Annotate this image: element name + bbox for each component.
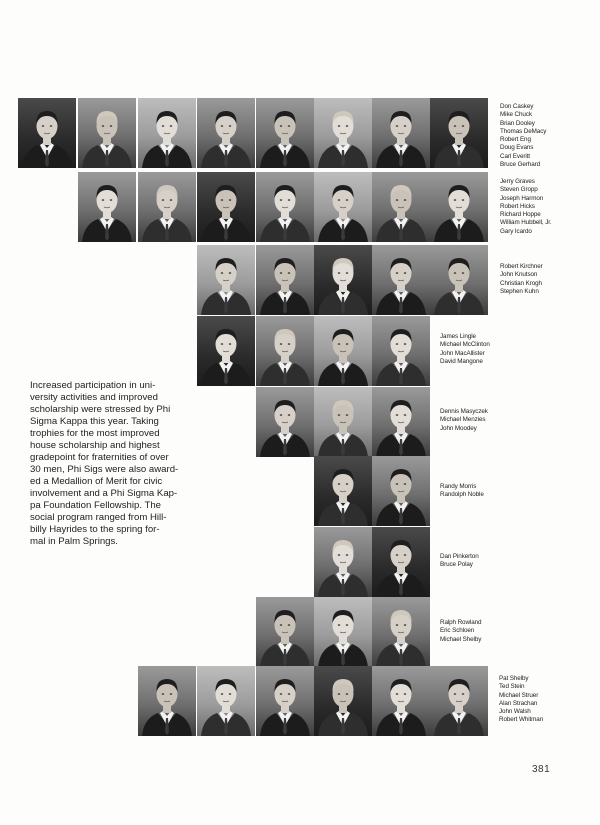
member-name: Bruce Gerhard <box>500 161 540 169</box>
description-line: pa Foundation Fellowship. The <box>30 500 162 511</box>
member-name: Ted Stein <box>499 683 525 691</box>
member-portrait <box>372 387 430 457</box>
description-line: gradepoint for fraternities of over <box>30 452 169 463</box>
member-portrait <box>372 245 430 315</box>
chapter-description <box>30 380 260 548</box>
member-portrait <box>430 98 488 168</box>
member-portrait <box>372 597 430 667</box>
description-line: house scholarship and highest <box>30 440 160 451</box>
member-name: Gary Icardo <box>500 227 532 235</box>
member-portrait <box>197 98 255 168</box>
member-portrait <box>430 666 488 736</box>
member-name: David Mangone <box>440 357 483 365</box>
member-name: Eric Schloen <box>440 627 475 635</box>
member-name: Joseph Harmon <box>500 194 544 202</box>
member-portrait <box>314 527 372 597</box>
description-line: 30 men, Phi Sigs were also award- <box>30 464 179 475</box>
member-name: Jerry Graves <box>500 178 535 185</box>
name-list-group-3 <box>500 263 543 296</box>
member-name: Mike Chuck <box>500 111 532 119</box>
member-portrait <box>314 316 372 386</box>
description-line: Increased participation in uni- <box>30 380 156 391</box>
member-name: Alan Strachan <box>499 699 538 707</box>
member-portrait <box>197 245 255 315</box>
member-portrait <box>256 316 314 386</box>
description-line: scholarship were stressed by Phi <box>30 404 171 415</box>
member-portrait <box>197 666 255 736</box>
member-portrait <box>78 98 136 168</box>
member-portrait <box>372 316 430 386</box>
member-name: Ralph Rowland <box>440 619 482 626</box>
member-name: Brian Dooley <box>500 119 535 127</box>
member-portrait <box>372 172 430 242</box>
member-name: Stephen Kuhn <box>500 287 539 295</box>
member-portrait <box>256 245 314 315</box>
member-portrait <box>256 387 314 457</box>
member-name: Michael McClinton <box>440 341 490 349</box>
member-portrait <box>197 172 255 242</box>
member-name: Robert Hicks <box>500 202 535 210</box>
member-portrait <box>18 98 76 168</box>
name-list-group-7 <box>440 553 479 570</box>
member-portrait <box>314 245 372 315</box>
description-line: versity activities and improved <box>30 392 158 403</box>
member-portrait <box>314 456 372 526</box>
member-portrait <box>372 456 430 526</box>
member-portrait <box>138 172 196 242</box>
member-name: Steven Gropp <box>500 186 538 194</box>
member-portrait <box>256 666 314 736</box>
member-portrait <box>78 172 136 242</box>
member-name: William Hubbell, Jr. <box>500 219 552 227</box>
member-portrait <box>372 666 430 736</box>
member-portrait <box>314 666 372 736</box>
name-list-group-9 <box>499 675 543 725</box>
description-line: social program ranged from Hill- <box>30 512 167 523</box>
description-line: ed a Medallion of Merit for civic <box>30 476 163 487</box>
member-portrait <box>372 98 430 168</box>
member-name: Carl Everitt <box>500 152 530 160</box>
member-portrait <box>430 172 488 242</box>
description-line: Sigma Kappa this year. Taking <box>30 416 159 427</box>
member-name: Randy Morris <box>440 483 477 490</box>
member-portrait <box>314 597 372 667</box>
description-line: trophies for the most improved <box>30 428 160 439</box>
member-name: Pat Shelby <box>499 675 529 682</box>
description-line: involvement and a Phi Sigma Kap- <box>30 488 178 499</box>
name-list-group-5 <box>440 408 488 433</box>
member-name: Michael Menzies <box>440 416 486 424</box>
member-portrait <box>256 172 314 242</box>
member-portrait <box>256 597 314 667</box>
member-portrait <box>314 387 372 457</box>
member-portrait <box>372 527 430 597</box>
member-portrait <box>138 98 196 168</box>
member-name: Bruce Polay <box>440 561 473 569</box>
name-list-group-1 <box>500 103 546 169</box>
member-portrait <box>256 98 314 168</box>
member-name: John Moodey <box>440 424 477 432</box>
member-name: Robert Whitman <box>499 716 544 724</box>
member-name: Randolph Noble <box>440 491 484 499</box>
member-name: James Lingle <box>440 333 476 340</box>
name-list-group-4 <box>440 333 490 366</box>
member-name: Dennis Masyczek <box>440 408 488 415</box>
member-name: John MacAllister <box>440 349 485 357</box>
member-portrait <box>430 245 488 315</box>
member-portrait <box>197 316 255 386</box>
member-name: John Knutson <box>500 271 538 279</box>
member-name: Thomas DeMacy <box>500 127 547 135</box>
page-number: 381 <box>532 764 551 775</box>
member-name: Dan Pinkerton <box>440 553 479 560</box>
name-list-group-8 <box>440 619 481 644</box>
member-name: Michael Struer <box>499 691 539 699</box>
member-name: John Walsh <box>499 708 531 716</box>
member-name: Robert Kirchner <box>500 263 543 270</box>
description-line: billy Hayrides to the spring for- <box>30 524 160 535</box>
member-portrait <box>138 666 196 736</box>
name-list-group-6 <box>440 483 484 500</box>
member-portrait <box>314 172 372 242</box>
member-name: Robert Eng <box>500 136 531 144</box>
member-portrait <box>314 98 372 168</box>
name-list-group-2 <box>500 178 552 236</box>
member-name: Richard Hoppe <box>500 211 541 219</box>
member-name: Michael Shelby <box>440 635 482 643</box>
description-line: mal in Palm Springs. <box>30 536 118 547</box>
member-name: Doug Evans <box>500 144 534 152</box>
member-name: Don Caskey <box>500 103 534 110</box>
member-name: Christian Krogh <box>500 279 542 287</box>
